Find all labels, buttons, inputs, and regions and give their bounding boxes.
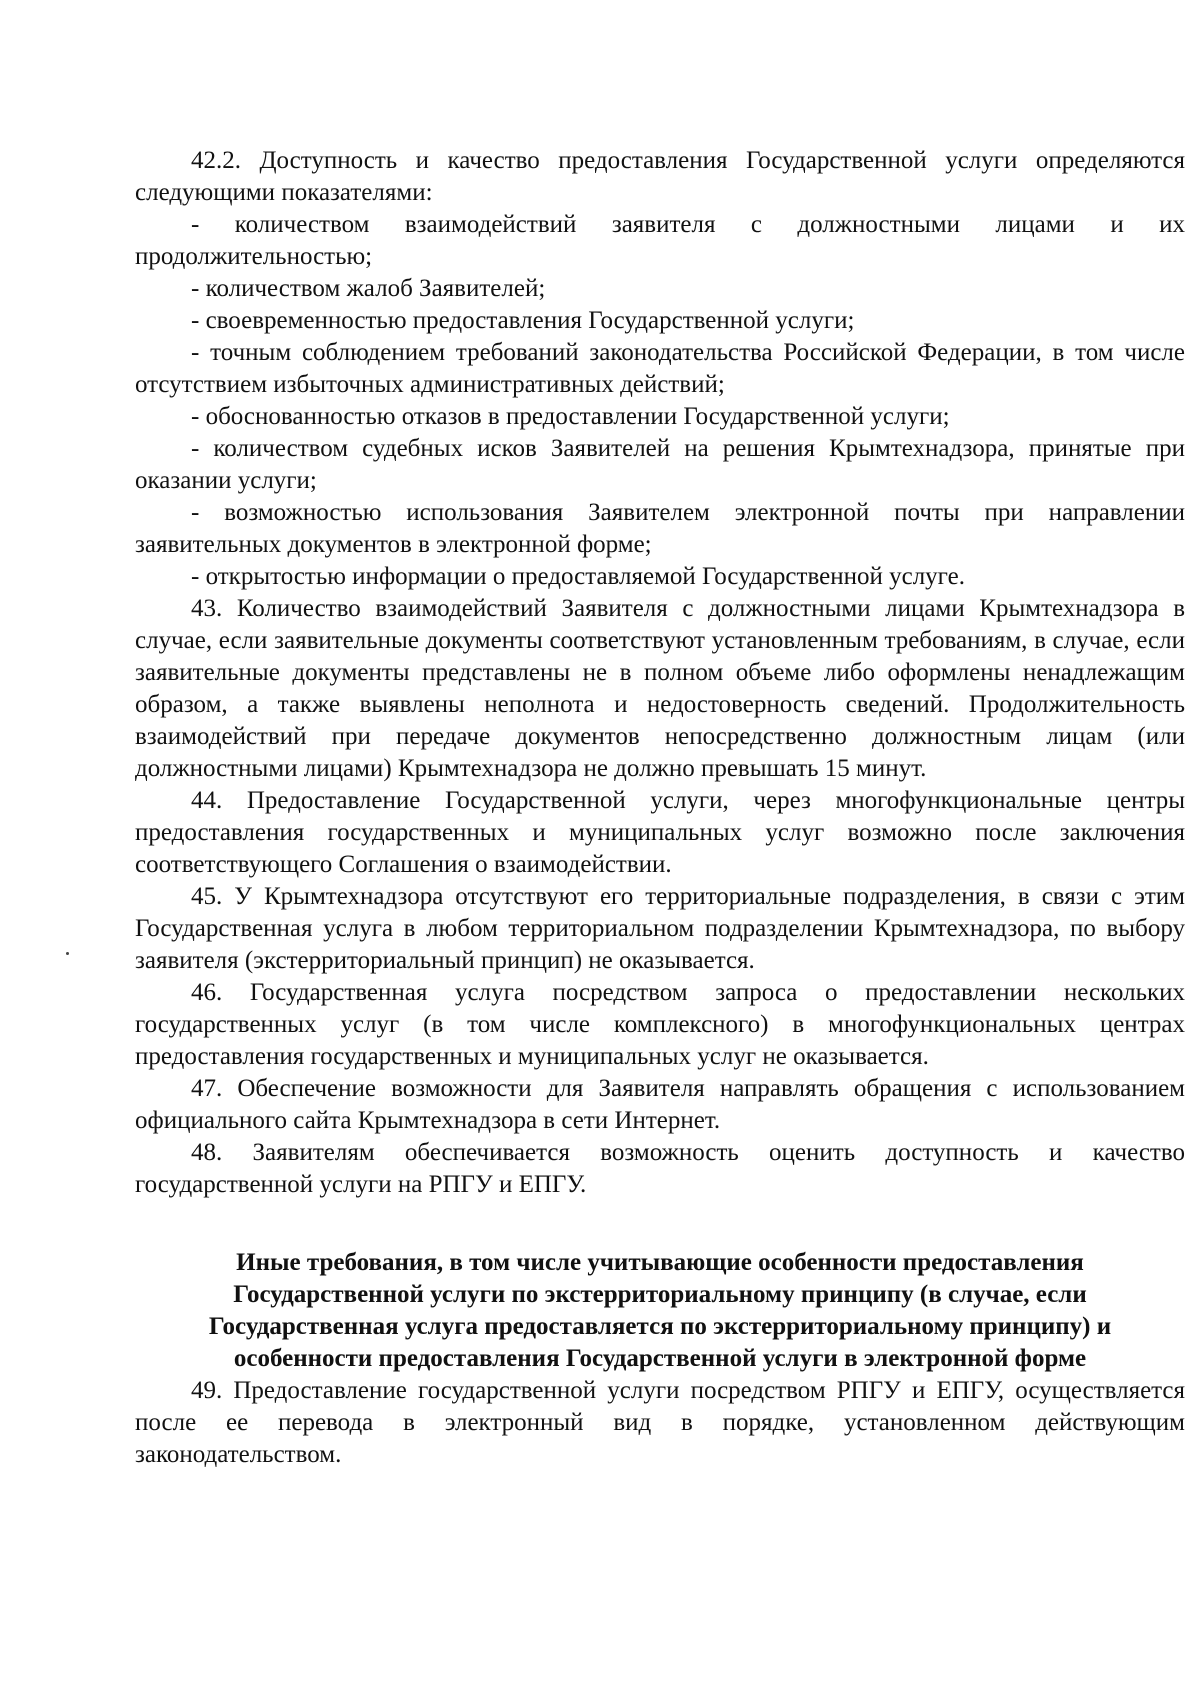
section-heading bbox=[135, 1247, 1185, 1375]
list-item-refusals: - обоснованностью отказов в предоставлении Государственной услуги; bbox=[191, 403, 950, 430]
scan-speck bbox=[66, 952, 69, 955]
paragraph-43: 43. Количество взаимодействий Заявителя с должностными лицами Крымтехнадзора в случае, если заявительные документы соответствуют установленным требованиям, в случае, если заявительные документы представлены не в полном объеме либо оформлены ненадлежащим образом, а также выявлены неполнота и недостоверность сведений. Продолжительность взаимодействий при передаче документов непосредственно должностным лицам (или должностными лицами) Крымтехнадзора не должно превышать 15 минут. bbox=[135, 595, 1185, 782]
list-item-timeliness: - своевременностью предоставления Государственной услуги; bbox=[191, 307, 855, 334]
paragraph-45: 45. У Крымтехнадзора отсутствуют его территориальные подразделения, в связи с этим Государственная услуга в любом территориальном подразделении Крымтехнадзора, по выбору заявителя (экстерриториальный принцип) не оказывается. bbox=[135, 883, 1185, 974]
list-item-lawsuits: - количеством судебных исков Заявителей на решения Крымтехнадзора, принятые при оказании услуги; bbox=[135, 435, 1185, 494]
document-body bbox=[135, 145, 1185, 1471]
section-heading-line: Государственная услуга предоставляется по экстерриториальному принципу) и bbox=[208, 1313, 1112, 1340]
list-item-interactions: - количеством взаимодействий заявителя с должностными лицами и их продолжительностью; bbox=[135, 211, 1185, 270]
section-heading-line: Государственной услуги по экстерриториальному принципу (в случае, если bbox=[233, 1281, 1087, 1308]
list-item-compliance: - точным соблюдением требований законодательства Российской Федерации, в том числе отсутствием избыточных административных действий; bbox=[135, 339, 1185, 398]
paragraph-48: 48. Заявителям обеспечивается возможность оценить доступность и качество государственной услуги на РПГУ и ЕПГУ. bbox=[135, 1139, 1185, 1198]
paragraph-44: 44. Предоставление Государственной услуги, через многофункциональные центры предоставления государственных и муниципальных услуг возможно после заключения соответствующего Соглашения о взаимодействии. bbox=[135, 787, 1185, 878]
list-item-complaints: - количеством жалоб Заявителей; bbox=[191, 275, 546, 302]
section-heading-line: особенности предоставления Государственной услуги в электронной форме bbox=[233, 1345, 1087, 1372]
section-spacer bbox=[135, 1201, 1185, 1247]
list-item-email: - возможностью использования Заявителем электронной почты при направлении заявительных документов в электронной форме; bbox=[135, 499, 1185, 558]
paragraph-42-2: 42.2. Доступность и качество предоставления Государственной услуги определяются следующими показателями: bbox=[135, 147, 1185, 206]
section-heading-line: Иные требования, в том числе учитывающие особенности предоставления bbox=[236, 1249, 1084, 1276]
list-item-openness: - открытостью информации о предоставляемой Государственной услуге. bbox=[191, 563, 965, 590]
paragraph-47: 47. Обеспечение возможности для Заявителя направлять обращения с использованием официального сайта Крымтехнадзора в сети Интернет. bbox=[135, 1075, 1185, 1134]
paragraph-49: 49. Предоставление государственной услуги посредством РПГУ и ЕПГУ, осуществляется после ее перевода в электронный вид в порядке, установленном действующим законодательством. bbox=[135, 1377, 1185, 1468]
paragraph-46: 46. Государственная услуга посредством запроса о предоставлении нескольких государственных услуг (в том числе комплексного) в многофункциональных центрах предоставления государственных и муниципальных услуг не оказывается. bbox=[135, 979, 1185, 1070]
